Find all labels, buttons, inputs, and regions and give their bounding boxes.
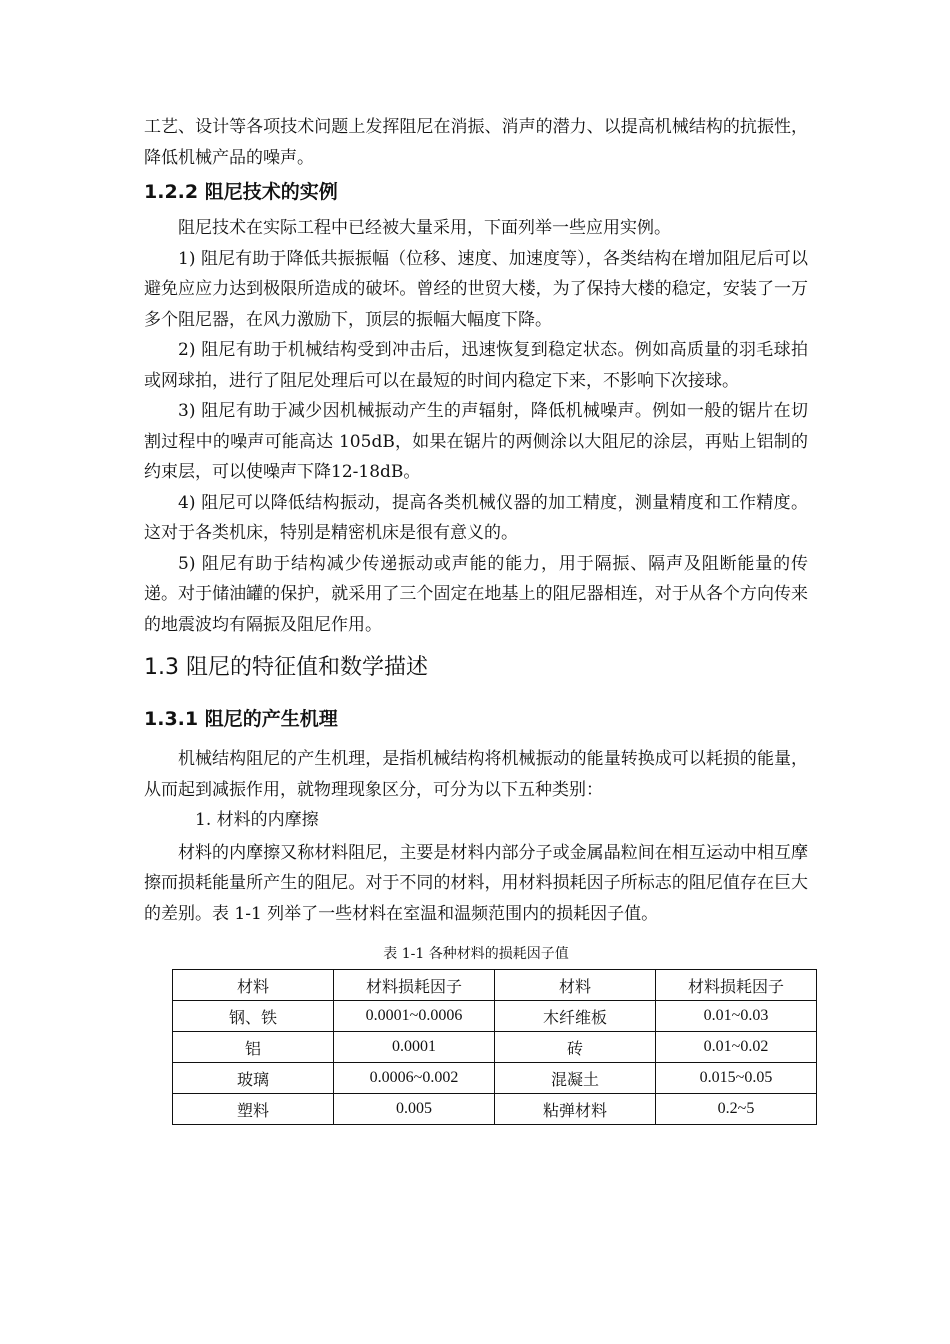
table-header-cell: 材料 (495, 970, 656, 1001)
table-cell: 砖 (495, 1032, 656, 1063)
table-row (173, 1094, 817, 1125)
section-heading-1-2-2: 1.2.2 阻尼技术的实例 (144, 181, 338, 203)
loss-factor-table (172, 969, 817, 1125)
table-cell: 0.0001 (334, 1032, 495, 1063)
table-header-cell: 材料损耗因子 (334, 970, 495, 1001)
table-cell: 0.0001~0.0006 (334, 1001, 495, 1032)
table-cell: 0.0006~0.002 (334, 1063, 495, 1094)
table-row (173, 1001, 817, 1032)
table-header-row (173, 970, 817, 1001)
table-row (173, 1063, 817, 1094)
table-cell: 0.015~0.05 (656, 1063, 817, 1094)
table-cell: 粘弹材料 (495, 1094, 656, 1125)
list-item-1: 1) 阻尼有助于降低共振振幅（位移、速度、加速度等），各类结构在增加阻尼后可以避免应应力达到极限所造成的破坏。曾经的世贸大楼，为了保持大楼的稳定，安装了一万多个阻尼器，在风力激励下，顶层的振幅大幅度下降。 (144, 248, 808, 330)
document-page (144, 112, 808, 1125)
table-row (173, 1032, 817, 1063)
table-cell: 混凝土 (495, 1063, 656, 1094)
table-cell: 玻璃 (173, 1063, 334, 1094)
table-cell: 0.01~0.03 (656, 1001, 817, 1032)
table-cell: 塑料 (173, 1094, 334, 1125)
table-cell: 木纤维板 (495, 1001, 656, 1032)
table-cell: 0.2~5 (656, 1094, 817, 1125)
table-cell: 0.005 (334, 1094, 495, 1125)
paragraph-examples-intro: 阻尼技术在实际工程中已经被大量采用，下面列举一些应用实例。 (178, 218, 671, 238)
list-item-5: 5) 阻尼有助于结构减少传递振动或声能的能力，用于隔振、隔声及阻断能量的传递。对于储油罐的保护，就采用了三个固定在地基上的阻尼器相连，对于从各个方向传来的地震波均有隔振及阻尼作用。 (144, 553, 808, 635)
list-item-4: 4) 阻尼可以降低结构振动，提高各类机械仪器的加工精度，测量精度和工作精度。这对于各类机床，特别是精密机床是很有意义的。 (144, 492, 808, 543)
list-item-2: 2) 阻尼有助于机械结构受到冲击后，迅速恢复到稳定状态。例如高质量的羽毛球拍或网球拍，进行了阻尼处理后可以在最短的时间内稳定下来，不影响下次接球。 (144, 340, 808, 391)
table-header-cell: 材料 (173, 970, 334, 1001)
paragraph-internal-friction: 材料的内摩擦又称材料阻尼，主要是材料内部分子或金属晶粒间在相互运动中相互摩擦而损耗能量所产生的阻尼。对于不同的材料，用材料损耗因子所标志的阻尼值存在巨大的差别。表 1-1 列举了一些材料在室温和温频范围内的损耗因子值。 (144, 842, 808, 924)
table-cell: 钢、铁 (173, 1001, 334, 1032)
table-header-cell: 材料损耗因子 (656, 970, 817, 1001)
subheading-internal-friction: 1. 材料的内摩擦 (195, 810, 319, 830)
paragraph-mechanism: 机械结构阻尼的产生机理，是指机械结构将机械振动的能量转换成可以耗损的能量，从而起到减振作用，就物理现象区分，可分为以下五种类别： (144, 749, 808, 800)
table-cell: 0.01~0.02 (656, 1032, 817, 1063)
table-caption: 表 1-1 各种材料的损耗因子值 (383, 946, 569, 962)
paragraph-intro: 工艺、设计等各项技术问题上发挥阻尼在消振、消声的潜力、以提高机械结构的抗振性，降低机械产品的噪声。 (144, 117, 808, 168)
table-cell: 铝 (173, 1032, 334, 1063)
list-item-3: 3) 阻尼有助于减少因机械振动产生的声辐射，降低机械噪声。例如一般的锯片在切割过程中的噪声可能高达 105dB，如果在锯片的两侧涂以大阻尼的涂层，再贴上铝制的约束层，可以使噪声下降12-18dB。 (144, 401, 808, 482)
section-heading-1-3: 1.3 阻尼的特征值和数学描述 (144, 655, 428, 680)
section-heading-1-3-1: 1.3.1 阻尼的产生机理 (144, 708, 338, 730)
